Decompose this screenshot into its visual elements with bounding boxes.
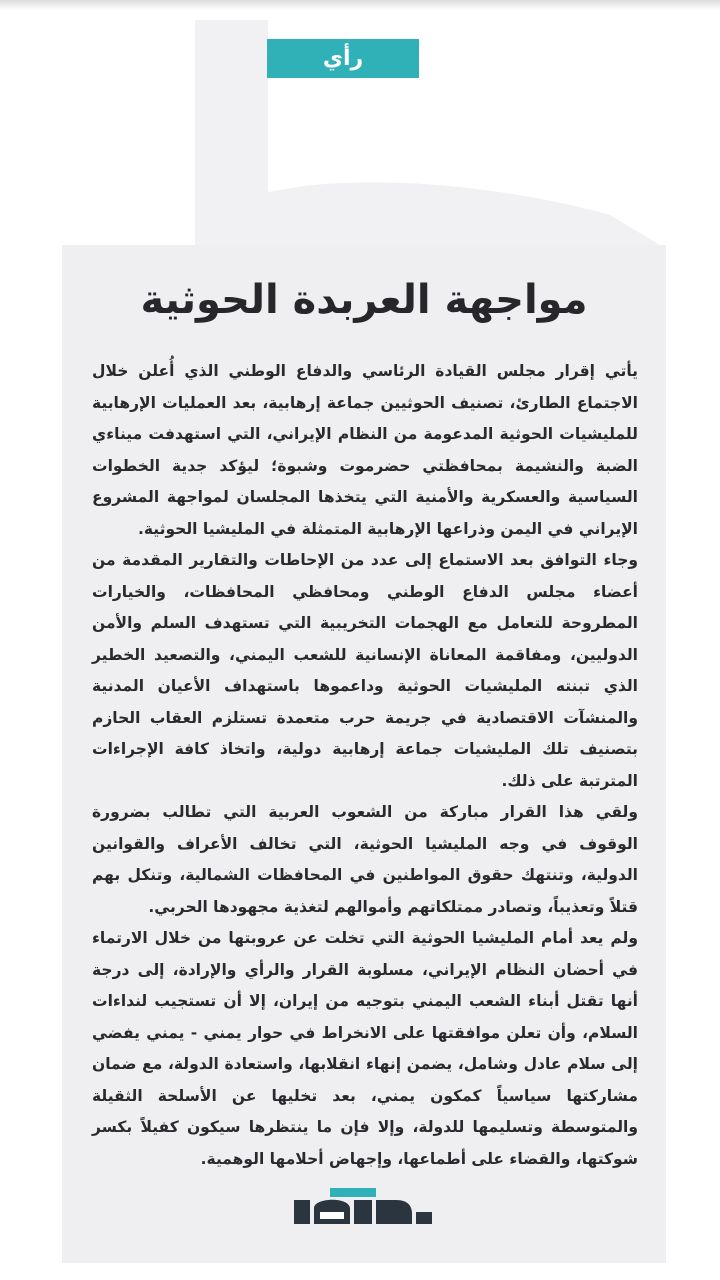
- article-paragraph: ولم يعد أمام المليشيا الحوثية التي تخلت عن عروبتها من خلال الارتماء في أحضان النظام الإيراني، مسلوبة القرار والرأي والإرادة، إلى درجة أنها تقتل أبناء الشعب اليمني بتوجيه من إيران، إلا أن تستجيب لنداءات السلام، وأن تعلن موافقتها على الانخراط في حوار يمني - يمني يفضي إلى سلام عادل وشامل، يضمن إنهاء انقلابها، واستعادة الدولة، مع ضمان مشاركتها سياسياً كمكون يمني، بعد تخليها عن الأسلحة الثقيلة والمتوسطة وتسليمها للدولة، وإلا فإن ما ينتظرها سيكون كفيلاً بكسر شوكتها، والقضاء على أطماعها، وإجهاض أحلامها الوهمية.: [92, 929, 638, 1168]
- okaz-logo-icon: [290, 1188, 436, 1230]
- article-paragraph: وجاء التوافق بعد الاستماع إلى عدد من الإحاطات والتقارير المقدمة من أعضاء مجلس الدفاع الوطني ومحافظي المحافظات، والخيارات المطروحة للتعامل مع الهجمات التخريبية التي تستهدف السلم والأمن الدوليين، ومفاقمة المعاناة الإنسانية للشعب اليمني، والتصعيد الخطير الذي تبنته المليشيات الحوثية وداعموها باستهداف الأعيان المدنية والمنشآت الاقتصادية في جريمة حرب متعمدة تستلزم العقاب الحازم بتصنيف تلك المليشيات جماعة إرهابية دولية، واتخاذ كافة الإجراءات المترتبة على ذلك.: [92, 551, 638, 790]
- article-headline: مواجهة العربدة الحوثية: [140, 277, 588, 323]
- article-paragraph: يأتي إقرار مجلس القيادة الرئاسي والدفاع الوطني الذي أُعلن خلال الاجتماع الطارئ، تصنيف الحوثيين جماعة إرهابية، بعد العمليات الإرهابية للمليشيات الحوثية المدعومة من النظام الإيراني، التي استهدفت ميناءي الضبة والنشيمة بمحافظتي حضرموت وشبوة؛ ليؤكد جدية الخطوات السياسية والعسكرية والأمنية التي يتخذها المجلسان لمواجهة المشروع الإيراني في اليمن وذراعها الإرهابية المتمثلة في المليشيا الحوثية.: [92, 362, 638, 538]
- article-body: [92, 356, 638, 1175]
- article-paragraph: ولقي هذا القرار مباركة من الشعوب العربية التي تطالب بضرورة الوقوف في وجه المليشيا الحوثية، التي تخالف الأعراف والقوانين الدولية، وتنتهك حقوق المواطنين في المحافظات الشمالية، وتنكل بهم قتلاً وتعذيباً، وتصادر ممتلكاتهم وأموالهم لتغذية مجهودها الحربي.: [92, 803, 638, 916]
- section-label: رأي: [267, 39, 419, 78]
